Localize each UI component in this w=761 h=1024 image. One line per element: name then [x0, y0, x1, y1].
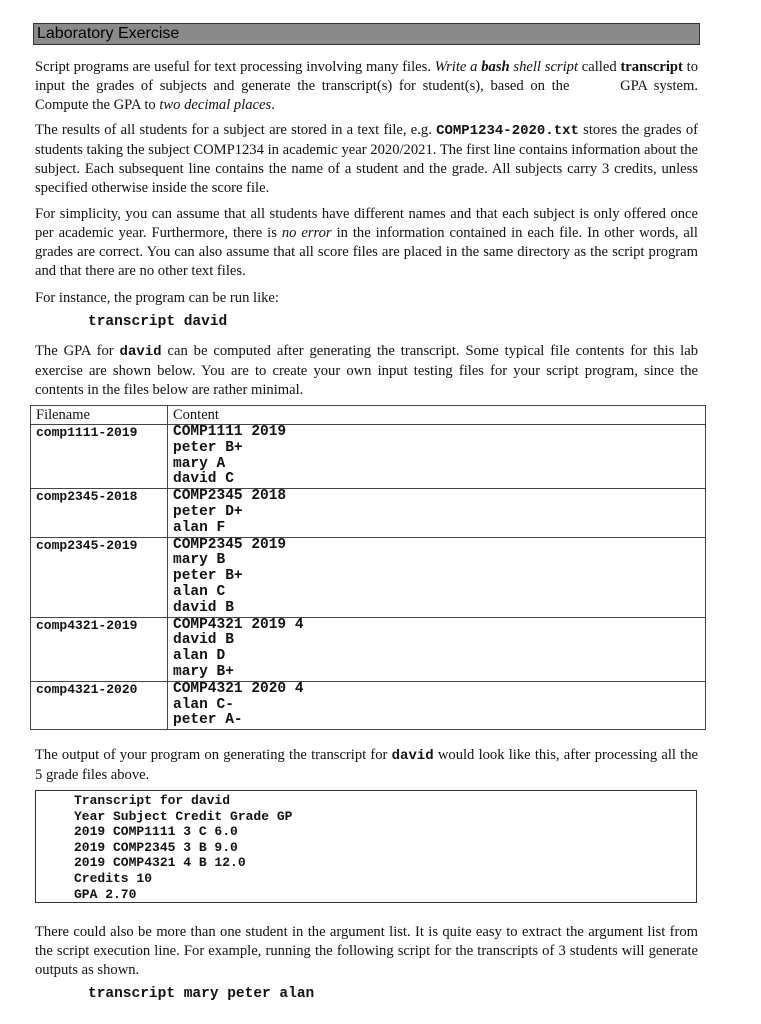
text: two decimal places	[159, 97, 272, 113]
output-intro-paragraph	[35, 746, 698, 785]
header-content: Content	[168, 406, 706, 425]
content-line: alan F	[173, 519, 226, 536]
sample-output-lines	[74, 793, 292, 902]
text: The output of your program on generating the transcript for	[35, 747, 392, 763]
content-line: COMP1111 2019	[173, 424, 287, 440]
text: can be computed after generating the transcript. Some typical file contents for this lab exercise are shown below. You are to create your own input testing files for your script program, since the contents in the files below are rather minimal.	[35, 343, 698, 398]
gpa-paragraph	[35, 342, 698, 400]
filename-cell: comp1111-2019	[36, 425, 138, 440]
intro-paragraph	[35, 58, 698, 115]
table-row	[31, 537, 706, 617]
text: The GPA for	[35, 343, 120, 359]
content-line: COMP4321 2020 4	[173, 680, 304, 697]
student-name: david	[391, 748, 434, 764]
text: no error	[281, 225, 332, 241]
text: For instance, the program can be run like:	[35, 290, 279, 306]
filename-cell: comp4321-2020	[36, 681, 138, 697]
text: The results of all students for a subject are stored in a text file, e.g.	[35, 122, 437, 138]
table-row	[31, 489, 706, 537]
output-line: Transcript for david	[74, 793, 231, 808]
command-example-2: transcript mary peter alan	[88, 986, 315, 1002]
text: .	[271, 97, 275, 113]
output-line: Credits 10	[74, 870, 153, 886]
file-contents-table	[30, 405, 706, 730]
text: in the information contained in each file. In other words, all grades are correct. You can also assume that all score files are placed in the same directory as the script program and that there are no other text files.	[35, 225, 698, 279]
filename-cell: comp4321-2019	[36, 617, 138, 633]
section-header	[33, 23, 700, 45]
filename-cell: comp2345-2018	[36, 489, 138, 505]
assumptions-paragraph	[35, 205, 698, 281]
output-line: 2019 COMP4321 4 B 12.0	[74, 855, 246, 871]
output-line: GPA 2.70	[74, 886, 137, 902]
text: GPA system. Compute the GPA to	[35, 78, 698, 113]
content-line: COMP4321 2019 4	[173, 616, 304, 633]
table-row	[31, 681, 706, 729]
table-row	[31, 617, 706, 681]
multi-student-paragraph	[35, 923, 698, 980]
filename-cell: comp2345-2019	[36, 537, 138, 553]
content-line: david C	[173, 471, 234, 488]
content-line: COMP2345 2019	[173, 536, 287, 553]
text: bash	[481, 59, 510, 75]
text: For simplicity, you can assume that all students have different names and that each subject is only offered once per academic year. Furthermore, there is	[35, 206, 698, 241]
text: There could also be more than one student in the argument list. It is quite easy to extract the argument list from the script execution line. For example, running the following script for the transcripts of 3 students will generate outputs as shown.	[35, 924, 698, 978]
text: transcript	[620, 59, 683, 75]
content-line: david B	[173, 599, 234, 616]
text: to input the grades of subjects and generate the transcript(s) for student(s), based on the	[35, 59, 698, 94]
table-row	[31, 425, 706, 489]
results-paragraph	[35, 121, 698, 198]
content-line: mary B	[173, 552, 226, 569]
text: called	[578, 59, 621, 75]
content-line: peter B+	[173, 439, 243, 456]
content-line: alan C-	[173, 696, 234, 713]
table-header-row	[31, 406, 706, 425]
output-line: 2019 COMP1111 3 C 6.0	[74, 824, 238, 840]
content-line: alan C	[173, 583, 226, 600]
student-name: david	[119, 344, 162, 360]
text: stores the grades of students taking the subject COMP1234 in academic year 2020/2021. The first line contains information about the subject. Each subsequent line contains the name of a student and the grade. All subjects carry 3 credits, unless specified otherwise inside the score file.	[35, 122, 698, 196]
header-filename: Filename	[31, 406, 168, 425]
content-line: COMP2345 2018	[173, 488, 287, 505]
content-line: david B	[173, 632, 234, 649]
content-line: peter D+	[173, 503, 243, 520]
text: shell script	[509, 59, 579, 75]
command-example-1: transcript david	[88, 314, 228, 330]
content-line: mary A	[173, 455, 226, 472]
text: would look like this, after processing all the 5 grade files above.	[35, 747, 698, 783]
instance-paragraph	[35, 289, 698, 308]
content-line: mary B+	[173, 663, 234, 680]
filename-example: COMP1234-2020.txt	[436, 123, 579, 139]
sample-output-box	[35, 790, 697, 903]
section-title: Laboratory Exercise	[37, 25, 180, 42]
text: Write a	[434, 59, 482, 75]
content-line: alan D	[173, 648, 226, 665]
text: Script programs are useful for text processing involving many files.	[35, 59, 435, 75]
output-line: Year Subject Credit Grade GP	[74, 808, 293, 824]
content-line: peter A-	[173, 712, 243, 729]
content-line: peter B+	[173, 568, 243, 585]
output-line: 2019 COMP2345 3 B 9.0	[74, 839, 238, 855]
